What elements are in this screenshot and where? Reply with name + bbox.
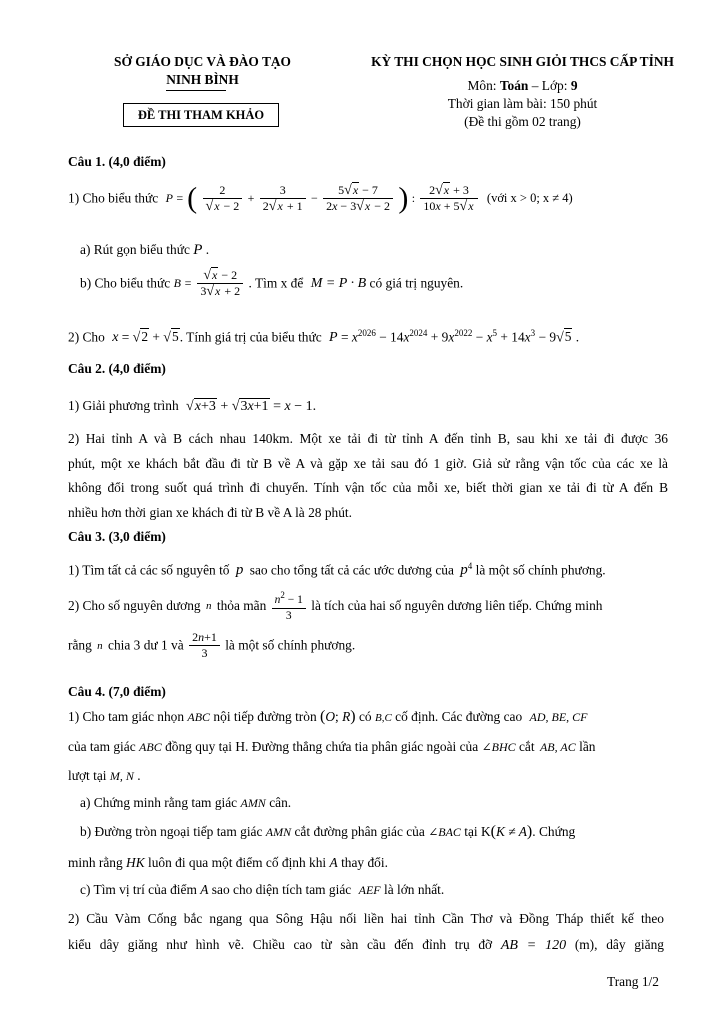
q4-b-cont: minh rằng HK luôn đi qua một điểm cố định khi A thay đổi. xyxy=(68,855,388,870)
q1-part1-a: a) Rút gọn biểu thức P . xyxy=(80,242,210,258)
q3-part2-cont: rằng n chia 3 dư 1 và $\frac{2n+1}{3}$ là một số chính phương. xyxy=(68,630,356,660)
q3-part1: 1) Tìm tất cả các số nguyên tố p sao cho tổng tất cả các ước dương của $p^4$ là một số chính phương. xyxy=(68,561,606,579)
q1-part2: 2) Cho x = √2 + √5. Tính giá trị của biểu thức $P = x^{2026} - 14x^{2024} + 9x^{2022} - x^5 + 14x^3 - 9√5$ . xyxy=(68,328,580,346)
dept-name: SỞ GIÁO DỤC VÀ ĐÀO TẠO xyxy=(114,54,291,69)
page-number: Trang 1/2 xyxy=(607,974,659,989)
q4-line2: của tam giác ABC đồng quy tại H. Đường thẳng chứa tia phân giác ngoài của ∠BHC cắt AB, AC lần xyxy=(68,739,596,754)
exam-time: Thời gian làm bài: 150 phút xyxy=(447,96,598,111)
q1-part1: 1) Cho biểu thức P = ( $\frac{2}{√x - 2}$ + $\frac{3}{2√x + 1}$ − $\frac{5√x - 7}{2x - 3√x - 2}$ ) : $\frac{2√x + 3}{10x + 5√x}$ (với x > 0; x ≠ 4) xyxy=(68,181,573,215)
q4-part2: 2) Cầu Vàm Cống bắc ngang qua Sông Hậu nối liền hai tỉnh Cần Thơ và Đồng Tháp thiết kế theo kiểu dây giăng như hình vẽ. Chiều cao từ sàn cầu đến đỉnh trụ đỡ AB = 120 (m), dây giăng xyxy=(68,911,664,953)
q3-heading: Câu 3. (3,0 điểm) xyxy=(68,529,166,544)
subject-line: Môn: Toán – Lớp: 9 xyxy=(467,78,578,93)
q2-part1: 1) Giải phương trình √x+3 + √3x+1 = x − 1. xyxy=(68,398,317,414)
q1-part1-b: b) Cho biểu thức B = $\frac{√x - 2}{3√x + 2}$ . Tìm x để M = P · B có giá trị nguyên. xyxy=(80,268,464,299)
q4-line1: 1) Cho tam giác nhọn ABC nội tiếp đường tròn (O; R) có B,C cố định. Các đường cao AD, BE, CF xyxy=(68,708,588,725)
q4-b: b) Đường tròn ngoại tiếp tam giác AMN cắt đường phân giác của ∠BAC tại K(K ≠ A). Chứng xyxy=(80,823,576,840)
q2-heading: Câu 2. (4,0 điểm) xyxy=(68,361,166,376)
exam-title: KỲ THI CHỌN HỌC SINH GIỎI THCS CẤP TỈNH xyxy=(371,54,674,69)
exam-type-box: ĐỀ THI THAM KHẢO xyxy=(123,103,279,127)
pages-note: (Đề thi gồm 02 trang) xyxy=(464,114,581,129)
q4-a: a) Chứng minh rằng tam giác AMN cân. xyxy=(80,795,292,810)
header-underline xyxy=(166,90,226,91)
q4-line3: lượt tại M, N . xyxy=(68,768,141,783)
q1-heading: Câu 1. (4,0 điểm) xyxy=(68,154,166,169)
q4-c: c) Tìm vị trí của điểm A sao cho diện tích tam giác AEF là lớn nhất. xyxy=(80,882,445,897)
province-name: NINH BÌNH xyxy=(166,72,239,87)
q3-part2: 2) Cho số nguyên dương n thỏa mãn $\frac{n^2 - 1}{3}$ là tích của hai số nguyên dương liên tiếp. Chứng minh xyxy=(68,590,603,622)
q2-part2: 2) Hai tỉnh A và B cách nhau 140km. Một xe tải đi từ tỉnh A đến tỉnh B, sau khi xe tải đi được 36 phút, một xe khách bắt đầu đi từ B về A và gặp xe tải sau đó 1 giờ. Giả sử rằng vận tốc của các xe là không đổi trong suốt quá trình đi chuyển. Tính vận tốc của mỗi xe, biết thời gian xe tải đi từ A đến B nhiều hơn thời gian xe khách đi từ B về A là 28 phút. xyxy=(68,431,668,520)
q4-heading: Câu 4. (7,0 điểm) xyxy=(68,684,166,699)
